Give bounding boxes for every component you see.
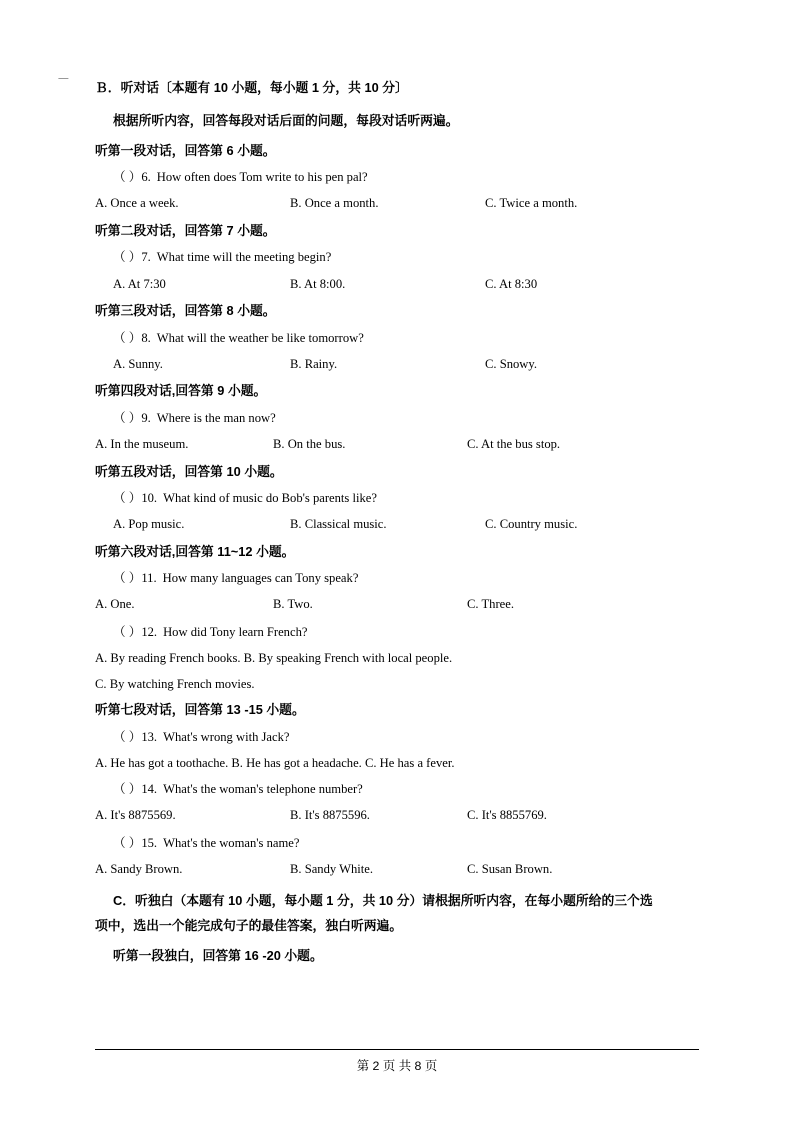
section-c-heading-line2-text: 项中，选出一个能完成句子的最佳答案，独白听两遍。 <box>95 918 403 934</box>
question-11-options <box>95 598 699 612</box>
option-b[interactable]: B. It's 8875596. <box>290 808 370 823</box>
option-abc[interactable]: A. He has got a toothache. B. He has got a headache. C. He has a fever. <box>95 756 455 771</box>
question-12-options-line-1[interactable] <box>95 652 699 665</box>
question-12-number: （ ）12. <box>113 624 158 639</box>
section-b-instruction <box>95 111 699 131</box>
page-number-text: 第 2 页 共 8 页 <box>356 1059 438 1073</box>
option-ab[interactable]: A. By reading French books. B. By speaking French with local people. <box>95 651 453 666</box>
section-c-lead-text: 听第一段独白，回答第 16 -20 小题。 <box>113 947 323 963</box>
section-c-lead <box>95 947 699 963</box>
group-lead-2 <box>95 225 699 238</box>
question-7-text: What time will the meeting begin? <box>156 250 332 265</box>
question-14-options <box>95 809 699 823</box>
question-8-number: （ ）8. <box>113 330 151 345</box>
option-b[interactable]: B. At 8:00. <box>290 276 346 291</box>
question-6 <box>95 171 699 184</box>
page-content <box>95 78 699 962</box>
option-c[interactable]: C. Country music. <box>485 517 578 532</box>
section-c-heading <box>95 891 699 911</box>
question-12 <box>95 626 699 639</box>
question-6-number: （ ）6. <box>113 170 151 185</box>
option-c[interactable]: C. Three. <box>467 597 514 612</box>
option-a[interactable]: A. Pop music. <box>113 517 185 532</box>
option-b[interactable]: B. Once a month. <box>290 196 379 211</box>
question-13-text: What's wrong with Jack? <box>163 729 290 744</box>
question-7 <box>95 251 699 264</box>
page-corner-mark <box>55 78 68 85</box>
question-8-text: What will the weather be like tomorrow? <box>156 330 364 345</box>
section-c-label: C．听独白 <box>113 892 174 908</box>
question-11-number: （ ）11. <box>113 571 157 586</box>
question-13 <box>95 731 699 744</box>
question-13-options[interactable] <box>95 757 699 770</box>
option-a[interactable]: A. One. <box>95 597 135 612</box>
question-12-text: How did Tony learn French? <box>163 624 308 639</box>
group-lead-5-text: 听第五段对话，回答第 10 小题。 <box>95 463 283 479</box>
question-15-number: （ ）15. <box>113 835 158 850</box>
footer-divider <box>95 1049 699 1050</box>
question-15-options <box>95 863 699 877</box>
group-lead-3 <box>95 305 699 318</box>
option-a[interactable]: A. Sunny. <box>113 356 163 371</box>
section-c-heading-line2 <box>95 916 699 936</box>
section-b-heading <box>95 78 699 98</box>
option-a[interactable]: A. At 7:30 <box>113 276 166 291</box>
group-lead-5 <box>95 463 699 479</box>
group-lead-6-text: 听第六段对话,回答第 11~12 小题。 <box>95 543 295 559</box>
question-7-options <box>95 278 699 292</box>
option-b[interactable]: B. Rainy. <box>290 356 338 371</box>
group-lead-6 <box>95 543 699 559</box>
question-10-number: （ ）10. <box>113 490 158 505</box>
section-c-heading-rest: （本题有 10 小题，每小题 1 分，共 10 分）请根据所听内容，在每小题所给的三个选 <box>173 892 653 908</box>
question-14-text: What's the woman's telephone number? <box>163 782 363 797</box>
group-lead-4-text: 听第四段对话,回答第 9 小题。 <box>95 383 267 399</box>
option-a[interactable]: A. Sandy Brown. <box>95 862 183 877</box>
section-b-heading-text: Ｂ．听对话〔本题有 10 小题，每小题 1 分，共 10 分〕 <box>95 80 408 95</box>
option-b[interactable]: B. Sandy White. <box>290 862 374 877</box>
question-15-text: What's the woman's name? <box>163 835 300 850</box>
question-8 <box>95 332 699 345</box>
option-a[interactable]: A. Once a week. <box>95 196 179 211</box>
question-10-text: What kind of music do Bob's parents like? <box>163 490 377 505</box>
question-9 <box>95 412 699 425</box>
question-9-text: Where is the man now? <box>156 410 276 425</box>
question-12-options-line-2[interactable] <box>95 678 699 691</box>
question-9-number: （ ）9. <box>113 410 151 425</box>
group-lead-7 <box>95 704 699 717</box>
option-c[interactable]: C. By watching French movies. <box>95 677 255 692</box>
question-15 <box>95 837 699 850</box>
option-c[interactable]: C. It's 8855769. <box>467 808 547 823</box>
question-8-options <box>95 358 699 372</box>
page-footer <box>0 1056 794 1074</box>
section-b-instruction-text: 根据所听内容，回答每段对话后面的问题，每段对话听两遍。 <box>113 113 459 129</box>
option-b[interactable]: B. Classical music. <box>290 517 387 532</box>
option-b[interactable]: B. Two. <box>273 597 313 612</box>
option-c[interactable]: C. Susan Brown. <box>467 862 553 877</box>
question-10 <box>95 492 699 505</box>
option-b[interactable]: B. On the bus. <box>273 436 346 451</box>
question-11-text: How many languages can Tony speak? <box>162 571 359 586</box>
option-c[interactable]: C. At 8:30 <box>485 276 538 291</box>
group-lead-4 <box>95 385 699 398</box>
group-lead-2-text: 听第二段对话，回答第 7 小题。 <box>95 223 276 239</box>
question-14 <box>95 783 699 796</box>
question-14-number: （ ）14. <box>113 782 158 797</box>
group-lead-3-text: 听第三段对话，回答第 8 小题。 <box>95 303 276 319</box>
question-6-text: How often does Tom write to his pen pal? <box>156 170 368 185</box>
question-9-options <box>95 438 699 452</box>
group-lead-1 <box>95 142 699 158</box>
option-c[interactable]: C. At the bus stop. <box>467 436 561 451</box>
question-11 <box>95 572 699 585</box>
question-6-options <box>95 197 699 211</box>
option-a[interactable]: A. It's 8875569. <box>95 808 176 823</box>
group-lead-1-text: 听第一段对话，回答第 6 小题。 <box>95 142 276 158</box>
option-c[interactable]: C. Snowy. <box>485 356 538 371</box>
option-a[interactable]: A. In the museum. <box>95 436 189 451</box>
group-lead-7-text: 听第七段对话，回答第 13 -15 小题。 <box>95 702 305 718</box>
question-7-number: （ ）7. <box>113 250 151 265</box>
option-c[interactable]: C. Twice a month. <box>485 196 578 211</box>
question-13-number: （ ）13. <box>113 729 158 744</box>
question-10-options <box>95 518 699 532</box>
